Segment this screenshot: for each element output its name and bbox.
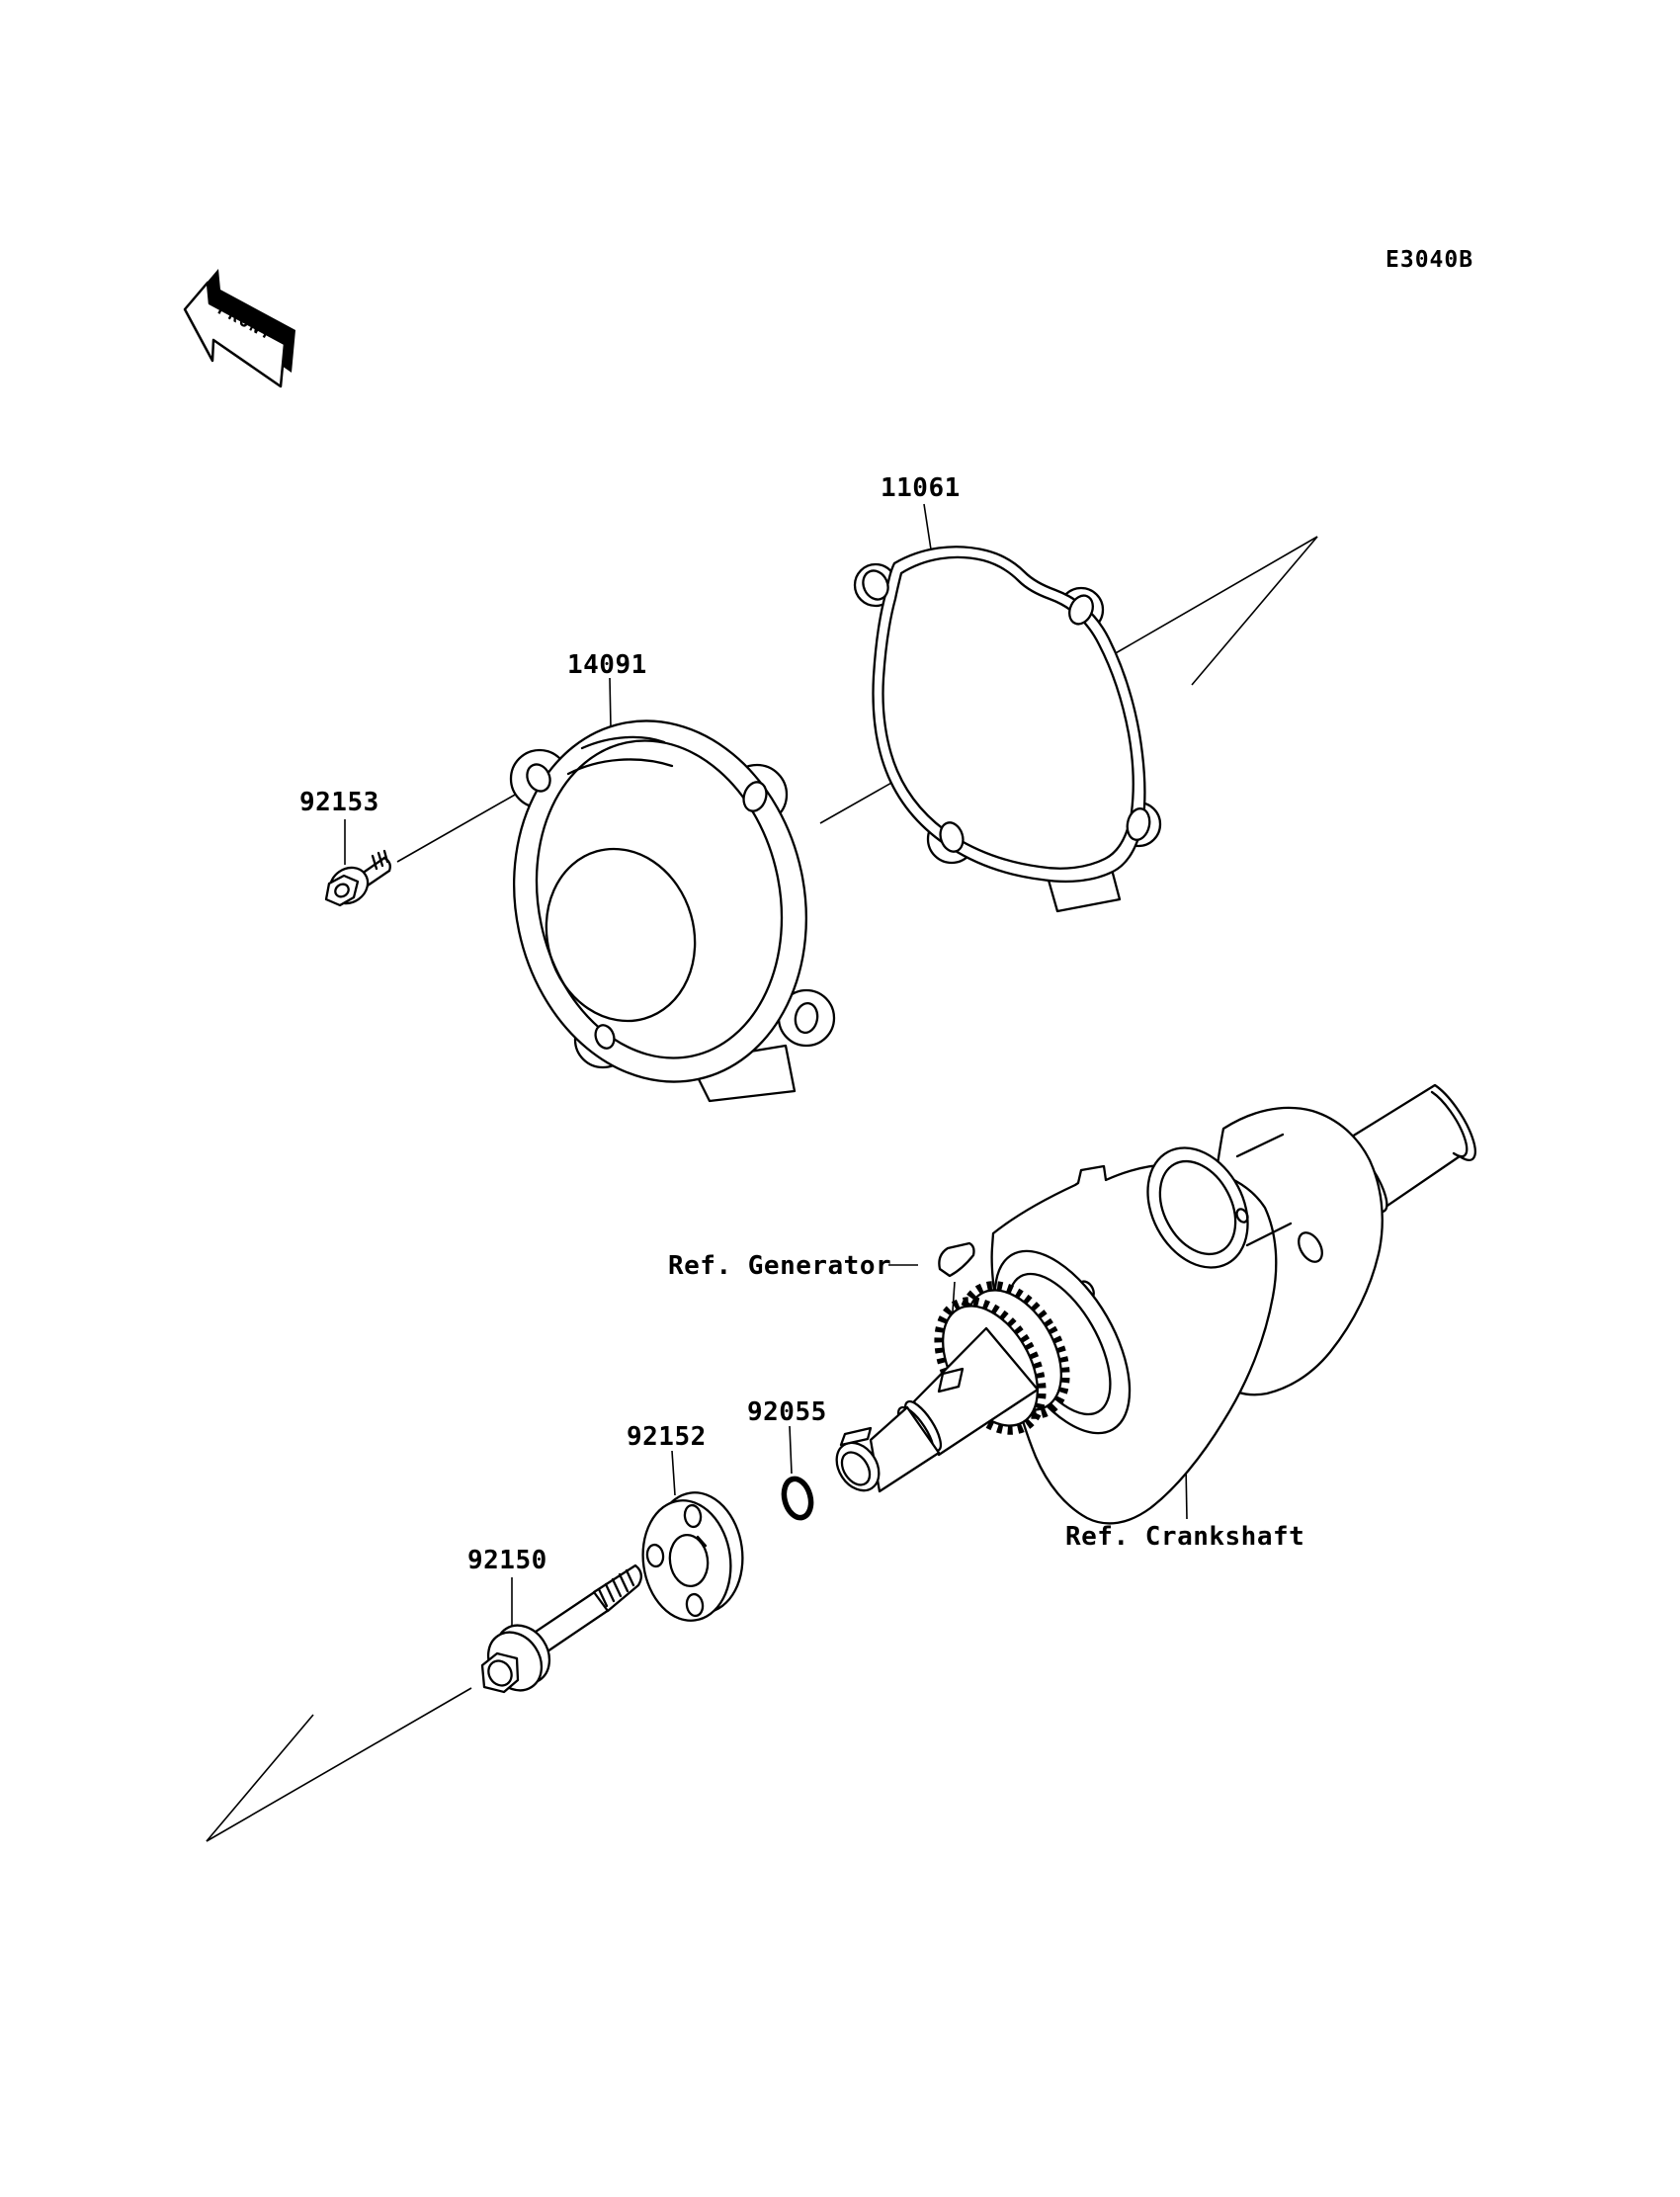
ref-crankshaft-label: Ref. Crankshaft xyxy=(1065,1522,1305,1552)
part-label-crankshaft-bolt: 92150 xyxy=(467,1546,547,1575)
front-arrow-icon xyxy=(185,269,295,386)
woodruff-key-drawing xyxy=(939,1243,973,1276)
crankshaft-bolt-drawing xyxy=(477,1565,641,1701)
front-stamp-label: FRONT xyxy=(213,298,278,346)
diagram-code: E3040B xyxy=(1386,247,1474,273)
washer-plate-drawing xyxy=(635,1486,750,1626)
crankshaft-drawing xyxy=(828,1085,1475,1523)
part-label-oring: 92055 xyxy=(747,1397,827,1427)
part-label-cover: 14091 xyxy=(567,650,647,680)
part-label-washer-plate: 92152 xyxy=(627,1422,707,1452)
oring-drawing xyxy=(780,1476,814,1520)
cover-drawing xyxy=(481,694,839,1110)
part-label-cover-bolt: 92153 xyxy=(299,788,379,817)
gasket-drawing xyxy=(855,547,1160,911)
ref-generator-label: Ref. Generator xyxy=(668,1251,892,1281)
cover-bolt-drawing xyxy=(323,851,390,910)
part-label-gasket: 11061 xyxy=(881,473,961,503)
